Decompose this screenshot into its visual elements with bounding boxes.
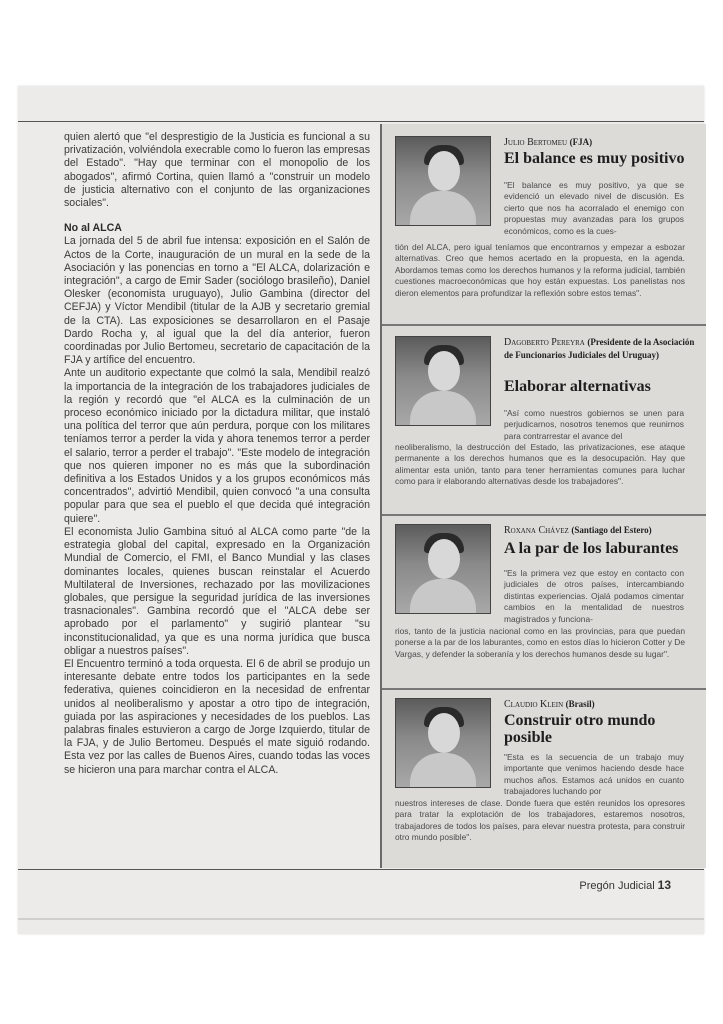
- page-number: 13: [657, 878, 671, 892]
- testimonial-headline: Elaborar alternativas: [504, 378, 651, 395]
- testimonial-byline: Roxana Chávez (Santiago del Estero): [504, 525, 652, 536]
- page-footer: [579, 878, 671, 892]
- paragraph: quien alertó que "el desprestigio de la Justicia es funcional a su privatización, volviéndola execrable como lo fueron las empresas del Estado". "Hay que terminar con el monopolio de los abogados", afirmó Cortina, quien llamó a "construir un modelo de justicia alternativo con el conjunto de las organizaciones sociales".: [64, 131, 370, 210]
- testimonial-quote: "El balance es muy positivo, ya que se evidenció un elevado nivel de discusión. Es cierto que nos ha acorralado el enemigo con propuestas muy avanzadas para los grupos económicos, como es la cues-: [504, 180, 684, 236]
- testimonial-byline: Dagoberto Pereyra (Presidente de la Asociación de Funcionarios Judiciales del Uruguay): [504, 337, 695, 360]
- testimonial-pereyra: [382, 326, 706, 516]
- portrait-photo: [395, 698, 491, 788]
- testimonial-quote-continued: nuestros intereses de clase. Donde fuera que estén reunidos los opresores para tratar la explotación de los trabajadores, estaremos nosotros, trabajadores de todos los países, para elevar nuestra protesta, para construir otro mundo posible".: [395, 798, 685, 843]
- testimonial-quote: "Esta es la secuencia de un trabajo muy importante que venimos haciendo desde hace muchos años. Estamos acá unidos en cuanto trabajadores luchando por: [504, 752, 684, 797]
- testimonial-klein: [382, 690, 706, 868]
- testimonial-quote: "Así como nuestros gobiernos se unen para perjudicarnos, nosotros tenemos que reunirnos para contrarrestar el avance del: [504, 408, 684, 441]
- testimonial-bertomeu: [382, 124, 706, 326]
- testimonial-chavez: [382, 516, 706, 690]
- publication-name: Pregón Judicial: [579, 880, 655, 892]
- bottom-rule: [18, 869, 704, 870]
- testimonial-quote-continued: neoliberalismo, la destrucción del Estado, las privatizaciones, ese ataque permanente a los derechos humanos que es la desocupación. Hay que alimentar esta unión, tanto para tener herramientas comunes para luchar como para ir elaborando alternativas desde los trabajadores".: [395, 442, 685, 487]
- testimonial-quote-continued: rios, tanto de la justicia nacional como en las provincias, para que puedan ponerse a la par de los laburantes, como en estos días lo hicieron Cotter y De Vargas, y defender la soberanía y los derechos humanos desde su lugar".: [395, 626, 685, 659]
- top-rule: [18, 121, 704, 122]
- testimonial-headline: Construir otro mundo posible: [504, 712, 656, 746]
- testimonial-byline: Claudio Klein (Brasil): [504, 699, 595, 710]
- testimonial-quote-continued: tión del ALCA, pero igual teníamos que encontrarnos y empezar a esbozar alternativas. Creo que hemos acertado en la propuesta, en la agenda. Abordamos temas como los derechos humanos y la reforma judicial, también cuestiones macroeconómicas que hoy están expuestas. Los panelistas nos dieron elementos para profundizar la reflexión sobre estos temas".: [395, 242, 685, 298]
- testimonial-headline: El balance es muy positivo: [504, 150, 685, 167]
- portrait-photo: [395, 136, 491, 226]
- paragraph: Ante un auditorio expectante que colmó la sala, Mendibil realzó la importancia de la integración de los trabajadores judiciales de la región y recordó que "el ALCA es la culminación de un proceso económico iniciado por la dictadura militar, que instaló una política del terror que aún perdura, porque con los militares teníamos terror a perder la vida y ahora tenemos terror a perder el salario, terror a perder el trabajo". "Este modelo de integración que nos quieren imponer no es más que la subordinación definitiva a los Estados Unidos y a los grupos económicos más concentrados", advirtió Mendibil, quien convocó "a una consulta popular para que sea el pueblo el que decida qué integración quiere".: [64, 367, 370, 525]
- article-body: [64, 131, 370, 777]
- testimonial-quote: "Es la primera vez que estoy en contacto con judiciales de otros países, intercambiando distintas experiencias. Ojalá podamos cimentar cambios en la mentalidad de nuestros magistrados y funciona-: [504, 568, 684, 624]
- portrait-photo: [395, 524, 491, 614]
- subheading: No al ALCA: [64, 222, 122, 235]
- paragraph: La jornada del 5 de abril fue intensa: exposición en el Salón de Actos de la Corte, inauguración de un mural en la sede de la Asociación y las ponencias en torno a "El ALCA, dolarización e integración", a cargo de Emir Sader (sociólogo brasileño), Daniel Olesker (economista uruguayo), Julio Gambina (director del CEFJA) y Víctor Mendibil (titular de la AJB y secretario gremial de la CTA). Las exposiciones se desarrollaron en el Pasaje Dardo Rocha y, al igual que la del día anterior, fueron coordinadas por Julio Bertomeu, secretario de capacitación de la FJA y artífice del encuentro.: [64, 235, 370, 367]
- paragraph: El economista Julio Gambina situó al ALCA como parte "de la estrategia global del capital, expresado en la Organización Mundial de Comercio, el FMI, el Banco Mundial y las clases dominantes locales, quienes buscan reinstalar el Acuerdo Multilateral de Inversiones, rechazado por las movilizaciones globales, que persigue la seguridad jurídica de las inversiones trasnacionales". Gambina recordó que el "ALCA debe ser aprobado por el parlamento" y sugirió plantear "su inconstitucionalidad, ya que es una norma jurídica que busca obligar a nuestros países".: [64, 525, 370, 657]
- testimonial-headline: A la par de los laburantes: [504, 540, 679, 557]
- footer-rule: [18, 918, 704, 920]
- paragraph: El Encuentro terminó a toda orquesta. El 6 de abril se produjo un interesante debate entre todos los participantes en la sede federativa, quienes coincidieron en la necesidad de enfrentar unidos al neoliberalismo y apostar a otro tipo de integración, guiada por las aspiraciones y necesidades de los pueblos. Las palabras finales estuvieron a cargo de Jorge Izquierdo, titular de la FJA, y de Julio Bertomeu. Después el mate siguió rodando. Esta vez por las calles de Buenos Aires, cuando todas las voces se hicieron una para marchar contra el ALCA.: [64, 657, 370, 776]
- testimonial-byline: Julio Bertomeu (FJA): [504, 137, 593, 148]
- portrait-photo: [395, 336, 491, 426]
- testimonials-sidebar: [380, 124, 706, 868]
